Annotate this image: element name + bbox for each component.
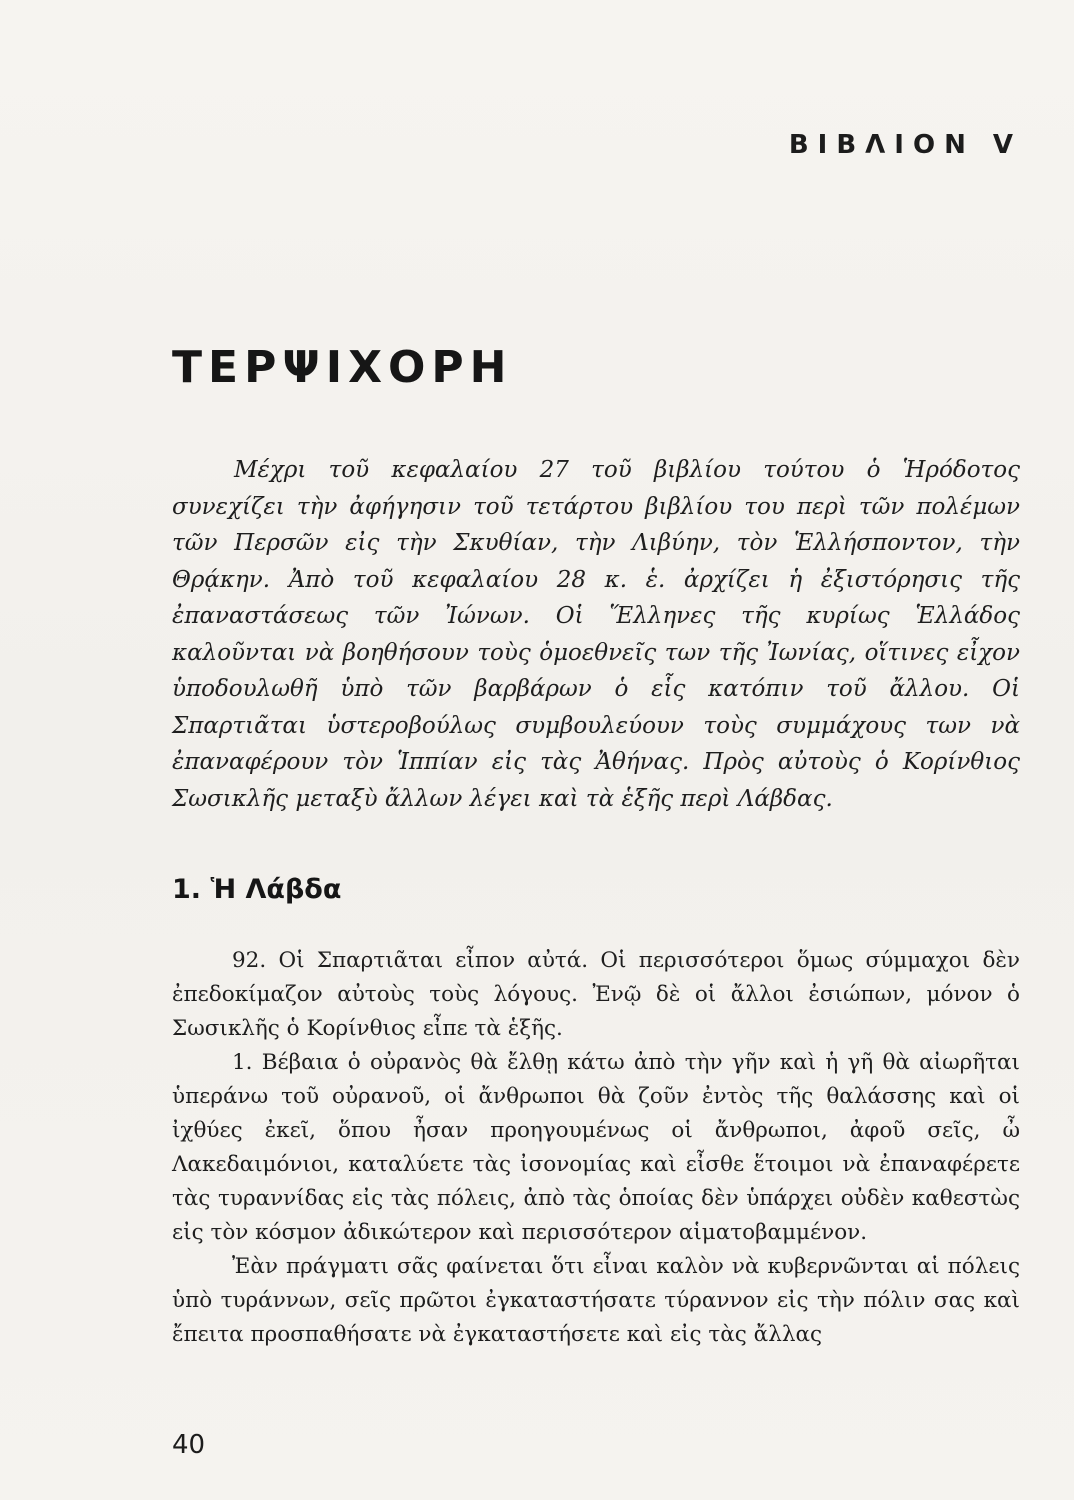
body-paragraph: 1. Βέβαια ὁ οὐρανὸς θὰ ἔλθῃ κάτω ἀπὸ τὴν γῆν καὶ ἡ γῆ θὰ αἰωρῆται ὑπεράνω τοῦ οὐρανοῦ, οἱ ἄνθρωποι θὰ ζοῦν ἐντὸς τῆς θαλάσσης καὶ οἱ ἰχθύες ἐκεῖ, ὅπου ἦσαν προηγουμένως οἱ ἄνθρωποι, ἀφοῦ σεῖς, ὦ Λακεδαιμόνιοι, καταλύετε τὰς ἰσονομίας καὶ εἶσθε ἕτοιμοι νὰ ἐπαναφέρετε τὰς τυραννίδας εἰς τὰς πόλεις, ἀπὸ τὰς ὁποίας δὲν ὑπάρχει οὐδὲν καθεστὼς εἰς τὸν κόσμον ἀδικώτερον καὶ περισσότερον αἱματοβαμμένον. — [172, 1050, 1020, 1245]
section-heading: 1. Ἡ Λάβδα — [172, 874, 342, 905]
book-label: BIBΛION V — [788, 130, 1022, 160]
body-text — [172, 944, 1020, 1352]
body-paragraph: Ἐὰν πράγματι σᾶς φαίνεται ὅτι εἶναι καλὸν νὰ κυβερνῶνται αἱ πόλεις ὑπὸ τυράννων, σεῖς πρῶτοι ἐγκαταστήσατε τύραννον εἰς τὴν πόλιν σας καὶ ἔπειτα προσπαθήσατε νὰ ἐγκαταστήσετε καὶ εἰς τὰς ἄλλας — [172, 1254, 1020, 1347]
chapter-title: ΤΕΡΨΙΧΟΡΗ — [172, 342, 513, 393]
chapter-summary: Μέχρι τοῦ κεφαλαίου 27 τοῦ βιβλίου τούτου ὁ Ἡρόδοτος συνεχίζει τὴν ἀφήγησιν τοῦ τετάρτου βιβλίου του περὶ τῶν πολέμων τῶν Περσῶν εἰς τὴν Σκυθίαν, τὴν Λιβύην, τὸν Ἑλλήσποντον, τὴν Θρᾴκην. Ἀπὸ τοῦ κεφαλαίου 28 κ. ἑ. ἀρχίζει ἡ ἐξιστόρησις τῆς ἐπαναστάσεως τῶν Ἰώνων. Οἱ Ἕλληνες τῆς κυρίως Ἑλλάδος καλοῦνται νὰ βοηθήσουν τοὺς ὁμοεθνεῖς των τῆς Ἰωνίας, οἵτινες εἶχον ὑποδουλωθῆ ὑπὸ τῶν βαρβάρων ὁ εἷς κατόπιν τοῦ ἄλλου. Οἱ Σπαρτιᾶται ὑστεροβούλως συμβουλεύουν τοὺς συμμάχους των νὰ ἐπαναφέρουν τὸν Ἱππίαν εἰς τὰς Ἀθήνας. Πρὸς αὐτοὺς ὁ Κορίνθιος Σωσικλῆς μεταξὺ ἄλλων λέγει καὶ τὰ ἑξῆς περὶ Λάβδας. — [172, 457, 1020, 812]
body-paragraph: 92. Οἱ Σπαρτιᾶται εἶπον αὐτά. Οἱ περισσότεροι ὅμως σύμμαχοι δὲν ἐπεδοκίμαζον αὐτοὺς τοὺς λόγους. Ἐνῷ δὲ οἱ ἄλλοι ἐσιώπων, μόνον ὁ Σωσικλῆς ὁ Κορίνθιος εἶπε τὰ ἑξῆς. — [172, 948, 1020, 1041]
page-number: 40 — [172, 1430, 206, 1460]
